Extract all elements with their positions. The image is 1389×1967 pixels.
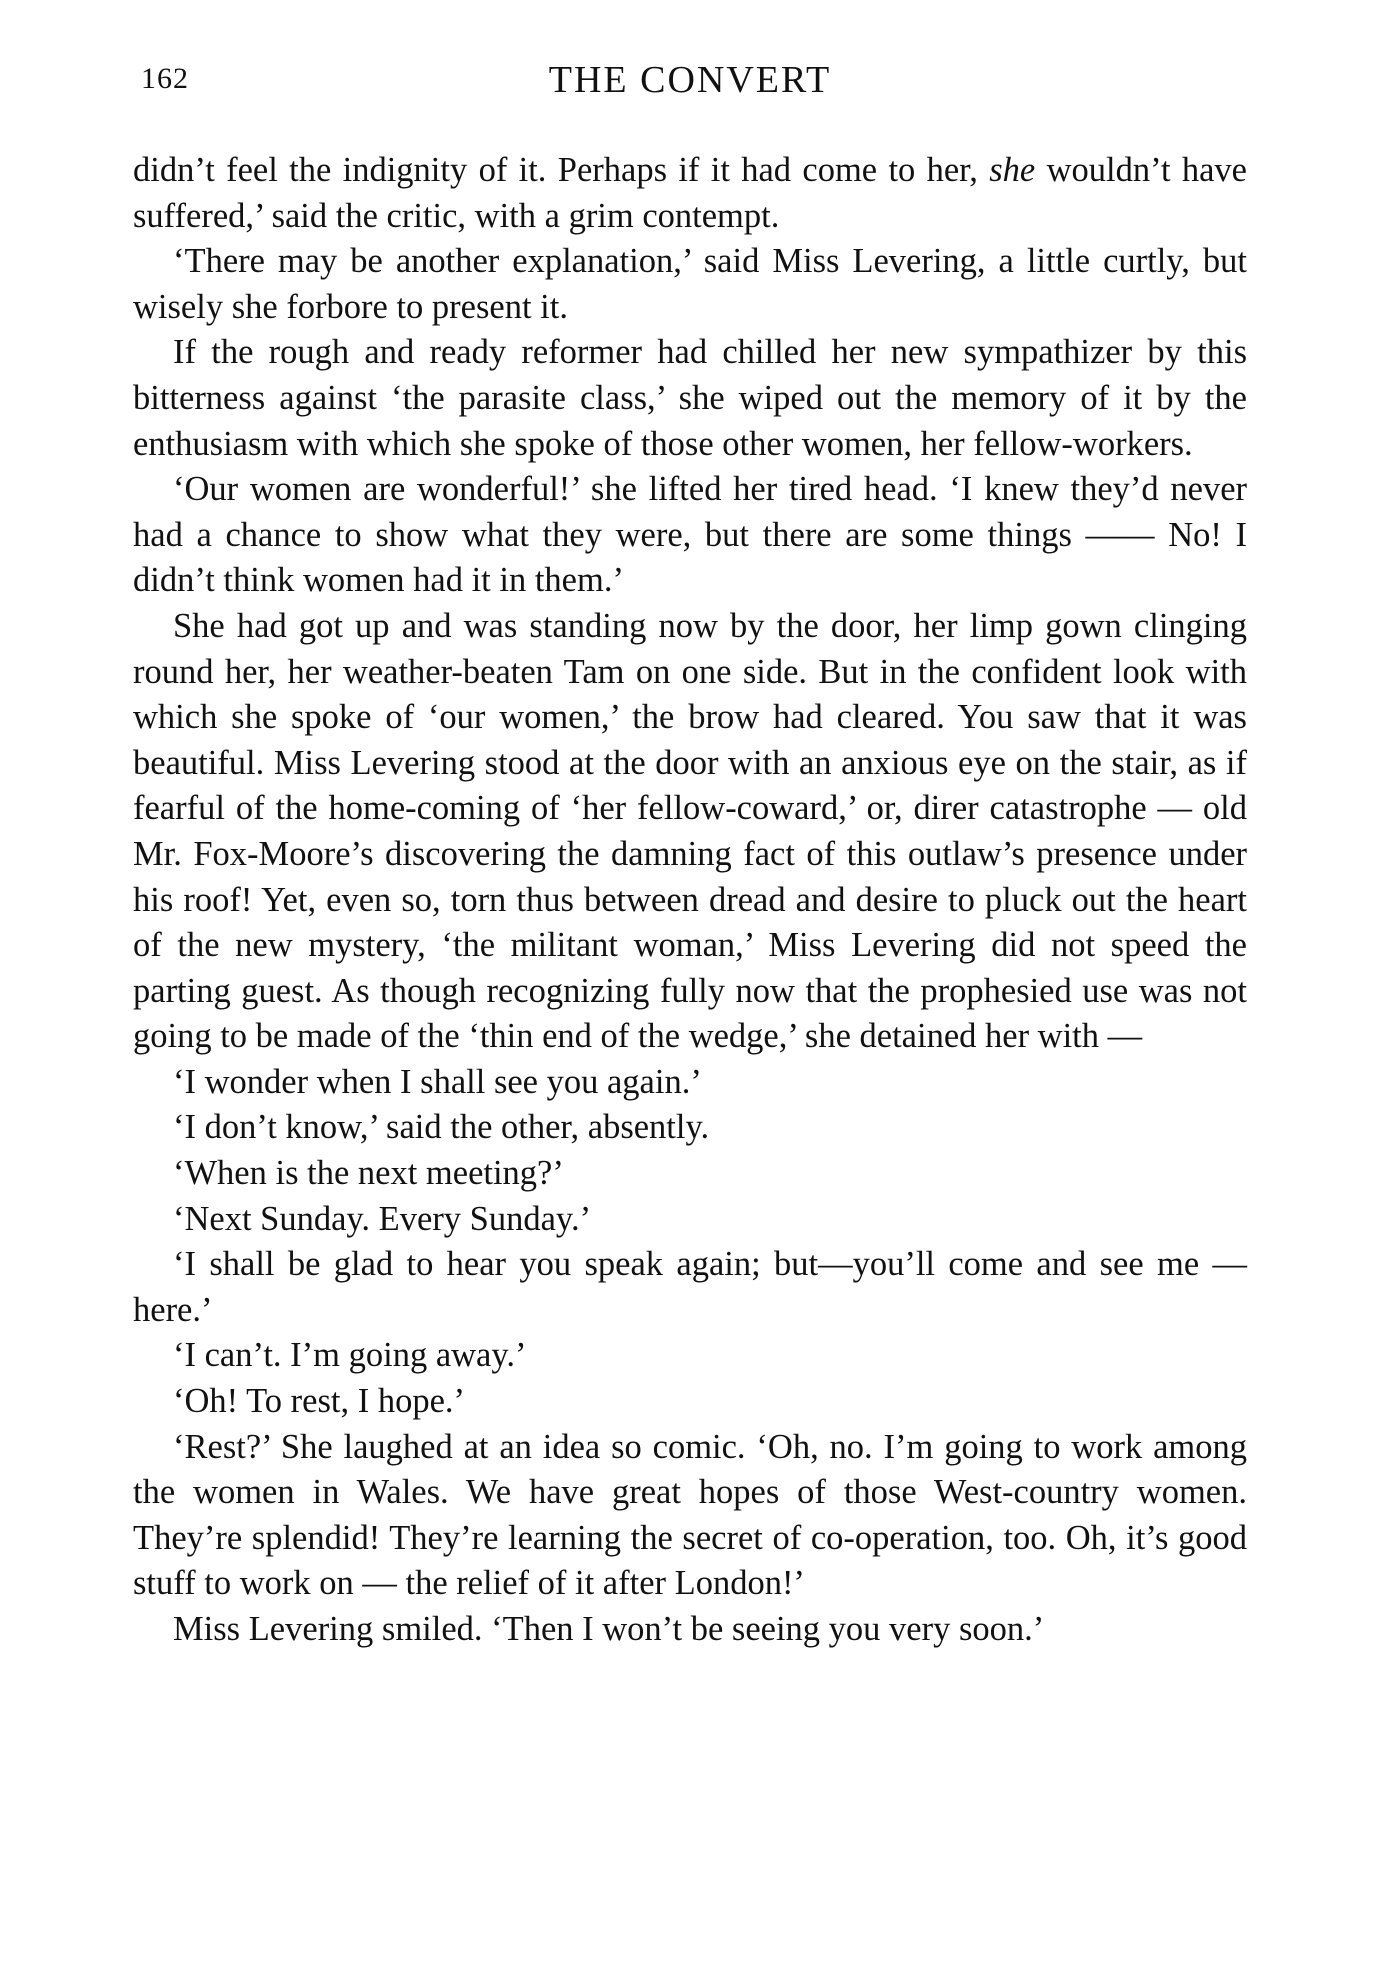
paragraph-1 [133, 148, 1247, 239]
running-title: THE CONVERT [548, 59, 832, 101]
paragraph-13: ‘Rest?’ She laughed at an idea so comic. ‘Oh, no. I’m going to work among the women in Wales. We have great hopes of those West-country women. They’re splendid! They’re learning the secret of co-operation, too. Oh, it’s good stuff to work on — the relief of it after London!’ [133, 1427, 1247, 1603]
paragraph-2: ‘There may be another explanation,’ said Miss Levering, a little curtly, but wisely she forbore to present it. [133, 242, 1247, 326]
page-number: 162 [141, 62, 189, 95]
paragraph-4: ‘Our women are wonderful!’ she lifted her tired head. ‘I knew they’d never had a chance to show what they were, but there are some things —— No! I didn’t think women had it in them.’ [133, 470, 1247, 600]
paragraph-11: ‘I can’t. I’m going away.’ [173, 1336, 527, 1375]
paragraph-1-text-end: wouldn’t have suffered,’ said the critic, with a grim contempt. [133, 151, 1247, 235]
paragraph-1-emphasis: she [989, 151, 1036, 189]
paragraph-1-text: didn’t feel the indignity of it. Perhaps if it had come to her, [133, 151, 990, 189]
paragraph-8: ‘When is the next meeting?’ [173, 1154, 564, 1193]
paragraph-9: ‘Next Sunday. Every Sunday.’ [173, 1199, 592, 1238]
paragraph-6: ‘I wonder when I shall see you again.’ [173, 1062, 702, 1101]
paragraph-10: ‘I shall be glad to hear you speak again; but—you’ll come and see me — here.’ [133, 1245, 1247, 1329]
body-text [133, 148, 1247, 1653]
paragraph-12: ‘Oh! To rest, I hope.’ [173, 1382, 466, 1421]
paragraph-7: ‘I don’t know,’ said the other, absently. [173, 1108, 710, 1147]
paragraph-3: If the rough and ready reformer had chilled her new sympathizer by this bitterness against ‘the parasite class,’ she wiped out the memory of it by the enthusiasm with which she spoke of those other women, her fellow-workers. [133, 333, 1247, 463]
page-header [133, 58, 1247, 108]
paragraph-5: She had got up and was standing now by the door, her limp gown clinging round her, her weather-beaten Tam on one side. But in the confident look with which she spoke of ‘our women,’ the brow had cleared. You saw that it was beautiful. Miss Levering stood at the door with an anxious eye on the stair, as if fearful of the home-coming of ‘her fellow-coward,’ or, direr catastrophe — old Mr. Fox-Moore’s discovering the damning fact of this outlaw’s presence under his roof! Yet, even so, torn thus between dread and desire to pluck out the heart of the new mystery, ‘the militant woman,’ Miss Levering did not speed the parting guest. As though recognizing fully now that the prophesied use was not going to be made of the ‘thin end of the wedge,’ she detained her with — [133, 606, 1247, 1056]
paragraph-14: Miss Levering smiled. ‘Then I won’t be seeing you very soon.’ [173, 1610, 1045, 1648]
